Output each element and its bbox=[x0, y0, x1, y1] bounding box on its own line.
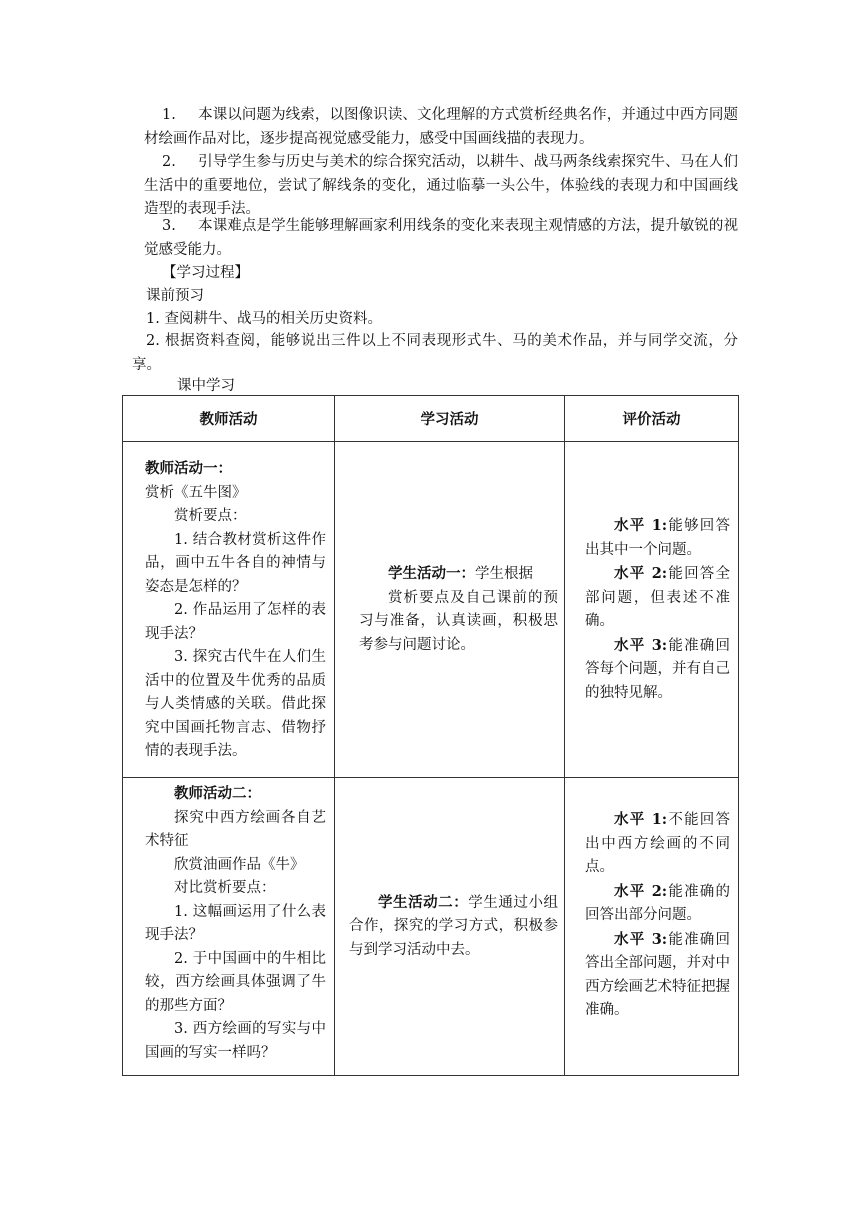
teacher-line: 2. 作品运用了怎样的表现手法？ bbox=[145, 602, 326, 642]
preview-item-1: 1. 查阅耕牛、战马的相关历史资料。 bbox=[146, 311, 382, 327]
teacher-line: 1. 这幅画运用了什么表现手法？ bbox=[145, 903, 326, 943]
student-activity-title: 学生活动二： bbox=[378, 893, 469, 911]
teacher-line: 赏析要点： bbox=[174, 508, 247, 525]
activity-table bbox=[122, 395, 739, 1076]
teacher-line: 2. 于中国画中的牛相比较，西方绘画具体强调了牛的那些方面？ bbox=[145, 950, 326, 1014]
teacher-line: 1. 结合教材赏析这件作品，画中五牛各自的神情与姿态是怎样的？ bbox=[145, 531, 326, 595]
header-evaluation: 评价活动 bbox=[565, 396, 739, 442]
eval-level: 水平 1:不能回答出中西方绘画的不同点。 bbox=[585, 811, 730, 875]
eval-level: 水平 2:能回答全部问题，但表述不准确。 bbox=[585, 565, 730, 629]
objective-number: 3. bbox=[162, 218, 176, 234]
objective-paragraph-1 bbox=[144, 104, 738, 151]
teacher-activity-cell bbox=[123, 778, 335, 1076]
table-row bbox=[123, 778, 739, 1076]
teacher-line: 探究中西方绘画各自艺术特征 bbox=[145, 809, 326, 849]
objective-paragraph-2 bbox=[144, 151, 738, 222]
objective-number: 2. bbox=[162, 154, 176, 170]
preview-heading: 课前预习 bbox=[146, 288, 204, 304]
teacher-activity-title: 教师活动一： bbox=[145, 460, 232, 478]
student-activity-text: 赏析要点及自己课前的预习与准备，认真读画，积极思考参与问题讨论。 bbox=[359, 589, 558, 653]
objective-text: 本课难点是学生能够理解画家利用线条的变化来表现主观情感的方法，提升敏锐的视觉感受能力。 bbox=[144, 218, 738, 258]
objective-number: 1. bbox=[162, 107, 176, 123]
teacher-line: 欣赏油画作品《牛》 bbox=[174, 856, 305, 873]
eval-level: 水平 3:能准确回答出全部问题，并对中西方绘画艺术特征把握准确。 bbox=[585, 930, 730, 1018]
inclass-heading: 课中学习 bbox=[177, 378, 235, 394]
teacher-activity-cell bbox=[123, 442, 335, 778]
table-header-row bbox=[123, 396, 739, 442]
teacher-activity-title: 教师活动二： bbox=[174, 785, 261, 802]
evaluation-cell bbox=[565, 778, 739, 1076]
teacher-line: 3. 探究古代牛在人们生活中的位置及牛优秀的品质与人类情感的关联。借此探究中国画托物言志、借物抒情的表现手法。 bbox=[145, 649, 326, 760]
header-learning: 学习活动 bbox=[335, 396, 565, 442]
objective-text: 本课以问题为线索，以图像识读、文化理解的方式赏析经典名作，并通过中西方同题材绘画作品对比，逐步提高视觉感受能力，感受中国画线描的表现力。 bbox=[144, 107, 738, 147]
process-heading: 【学习过程】 bbox=[162, 265, 249, 281]
table-row bbox=[123, 442, 739, 778]
student-activity-line: 学生活动二：学生通过小组合作，探究的学习方式，积极参与到学习活动中去。 bbox=[349, 893, 559, 958]
objective-paragraph-3 bbox=[144, 215, 738, 262]
eval-level: 水平 1:能够回答出其中一个问题。 bbox=[585, 517, 730, 558]
eval-level: 水平 3:能准确回答每个问题，并有自己的独特见解。 bbox=[585, 636, 730, 701]
teacher-line: 赏析《五牛图》 bbox=[145, 484, 247, 501]
preview-item-2 bbox=[132, 330, 738, 377]
evaluation-cell bbox=[565, 442, 739, 778]
teacher-line: 3. 西方绘画的写实与中国画的写实一样吗？ bbox=[145, 1021, 326, 1061]
eval-level: 水平 2:能准确的回答出部分问题。 bbox=[585, 882, 730, 923]
learning-activity-cell bbox=[335, 778, 565, 1076]
preview-item-2-text: 2. 根据资料查阅，能够说出三件以上不同表现形式牛、马的美术作品，并与同学交流，分享。 bbox=[132, 333, 738, 373]
teacher-line: 对比赏析要点： bbox=[174, 880, 276, 896]
learning-activity-cell bbox=[335, 442, 565, 778]
student-activity-title: 学生活动一： bbox=[388, 565, 475, 582]
student-activity-line: 学生活动一：学生根据 bbox=[388, 565, 533, 582]
objective-text: 引导学生参与历史与美术的综合探究活动，以耕牛、战马两条线索探究牛、马在人们生活中的重要地位，尝试了解线条的变化，通过临摹一头公牛，体验线的表现力和中国画线造型的表现手法。 bbox=[144, 154, 738, 217]
header-teacher: 教师活动 bbox=[123, 396, 335, 442]
